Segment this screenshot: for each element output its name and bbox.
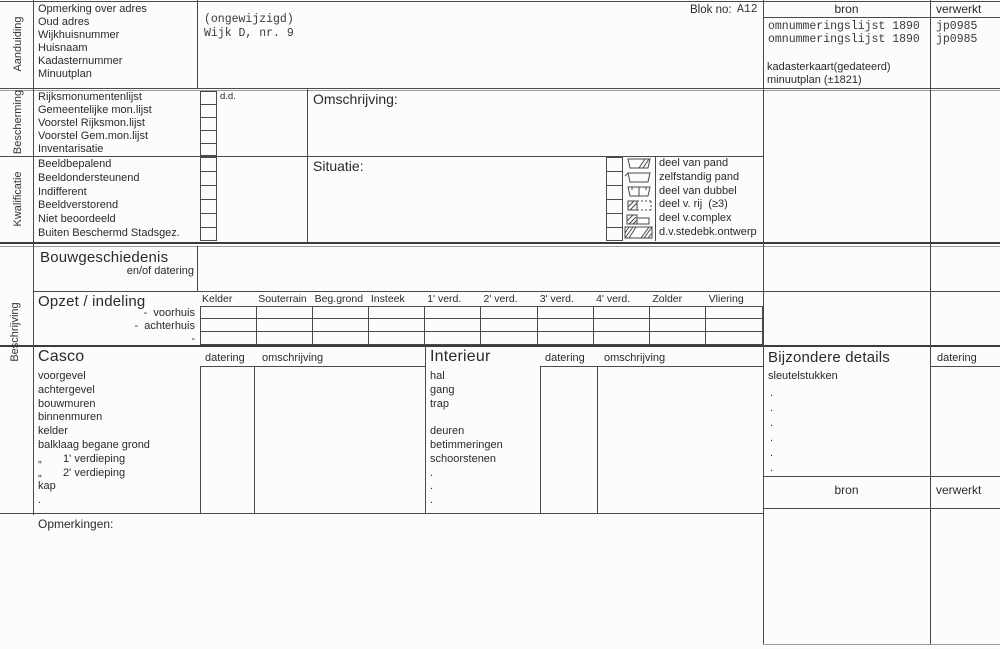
aanduiding-field-labels <box>38 3 147 81</box>
opzet-cell[interactable] <box>257 307 313 319</box>
bouwgeschiedenis-title: Bouwgeschiedenis <box>40 249 169 266</box>
casco-row-label: „ 2' verdieping <box>38 466 126 479</box>
opzet-column-header: Vliering <box>708 293 744 305</box>
omschrijving-heading: Omschrijving: <box>313 91 398 107</box>
bijzondere-details-title: Bijzondere details <box>768 349 891 366</box>
checkbox[interactable] <box>607 228 622 240</box>
opzet-cell[interactable] <box>650 319 706 331</box>
kwalificatie-item: Beeldondersteunend <box>38 171 140 184</box>
bron-row-value: kadasterkaart(gedateerd) <box>767 61 891 73</box>
section-label-beschrijving: Beschrijving <box>9 302 21 362</box>
casco-row-label: kelder <box>38 425 68 438</box>
opzet-cell[interactable] <box>538 319 594 331</box>
bijzondere-dot-rows <box>770 386 773 476</box>
checkbox[interactable] <box>607 158 622 172</box>
interieur-row-label: . <box>430 480 434 493</box>
opzet-cell[interactable] <box>594 319 650 331</box>
opzet-row-label: - voorhuis <box>143 307 195 319</box>
opzet-column-headers <box>200 293 763 305</box>
section-label-bescherming: Bescherming <box>12 89 24 155</box>
situatie-icons <box>624 157 654 240</box>
opzet-cell[interactable] <box>201 307 257 319</box>
checkbox[interactable] <box>201 186 216 200</box>
interieur-row-label: . <box>430 494 434 507</box>
casco-omschrijving-write-area[interactable] <box>255 367 424 512</box>
bescherming-items <box>38 91 152 156</box>
dot-row: . <box>770 462 774 474</box>
kwalificatie-item: Buiten Beschermd Stadsgez. <box>38 226 180 239</box>
verwerkt-footer-header: verwerkt <box>936 483 982 497</box>
opzet-cell[interactable] <box>425 332 481 344</box>
omschrijving-write-area[interactable] <box>308 107 762 155</box>
dot-row: . <box>770 417 774 429</box>
opzet-grid <box>200 306 763 345</box>
field-label: Oud adres <box>38 16 90 28</box>
kwalificatie-item: Beeldverstorend <box>38 199 119 212</box>
dd-label: d.d. <box>220 91 236 102</box>
casco-title: Casco <box>38 348 85 365</box>
casco-datering-write-area[interactable] <box>201 367 253 512</box>
situatie-labels <box>659 157 757 240</box>
pand-complex-icon <box>624 213 654 226</box>
opzet-cell[interactable] <box>650 307 706 319</box>
value-column-line <box>197 0 198 88</box>
bijzondere-datering-header: datering <box>937 352 977 364</box>
opzet-cell[interactable] <box>481 332 537 344</box>
bron-row-value: minuutplan (±1821) <box>767 74 862 86</box>
opzet-cell[interactable] <box>257 319 313 331</box>
opzet-cell[interactable] <box>369 319 425 331</box>
bron-footer-header: bron <box>834 483 859 497</box>
bescherming-item: Rijksmonumentenlijst <box>38 91 142 103</box>
casco-omschrijving-header: omschrijving <box>262 352 324 364</box>
dot-row: . <box>770 402 774 414</box>
interieur-omschrijving-write-area[interactable] <box>598 367 762 512</box>
opzet-cell[interactable] <box>313 307 369 319</box>
kwalificatie-item: Indifferent <box>38 185 87 198</box>
dot-row: . <box>770 447 774 459</box>
opzet-cell[interactable] <box>201 332 257 344</box>
casco-row-label: achtergevel <box>38 383 95 396</box>
interieur-title: Interieur <box>430 348 491 365</box>
situatie-item-label: deel v.complex <box>659 212 732 225</box>
checkbox[interactable] <box>607 214 622 228</box>
wijkhuisnummer-value: Wijk D, nr. 9 <box>204 27 294 40</box>
bron-row-value: omnummeringslijst 1890 <box>768 33 920 46</box>
kwalificatie-items <box>38 158 180 241</box>
form-bottom-right-border <box>763 644 1000 645</box>
checkbox[interactable] <box>201 131 216 144</box>
casco-row-label: bouwmuren <box>38 397 96 410</box>
oud-adres-value: (ongewijzigd) <box>204 13 294 26</box>
situatie-item-label: zelfstandig pand <box>659 170 740 183</box>
checkbox[interactable] <box>201 158 216 172</box>
opzet-cell[interactable] <box>481 319 537 331</box>
opzet-cell[interactable] <box>369 307 425 319</box>
pand-double-icon <box>624 185 654 198</box>
checkbox[interactable] <box>201 214 216 228</box>
interieur-row-label: deuren <box>430 425 465 438</box>
opzet-column-header: Souterrain <box>258 293 307 305</box>
opzet-column-header: 1' verd. <box>427 293 462 305</box>
situatie-heading: Situatie: <box>313 158 364 174</box>
field-label: Minuutplan <box>38 68 92 80</box>
checkbox[interactable] <box>607 200 622 214</box>
checkbox[interactable] <box>201 200 216 214</box>
situatie-label-column-line <box>655 157 656 241</box>
verwerkt-footer-write-area[interactable] <box>931 509 1000 643</box>
kwalificatie-item: Niet beoordeeld <box>38 213 116 226</box>
section-divider <box>0 242 1000 244</box>
casco-row-label: binnenmuren <box>38 411 103 424</box>
situatie-item-label: deel v. rij (≥3) <box>659 198 728 211</box>
situatie-item-label: d.v.stedebk.ontwerp <box>659 225 757 238</box>
interieur-row-label <box>430 411 503 425</box>
opzet-column-header: 3' verd. <box>539 293 574 305</box>
interieur-band-line <box>425 345 426 513</box>
opzet-title: Opzet / indeling <box>38 293 146 310</box>
bescherming-item: Gemeentelijke mon.lijst <box>38 104 152 116</box>
bescherming-item: Inventarisatie <box>38 143 104 155</box>
opzet-cell[interactable] <box>706 319 762 331</box>
opzet-cell[interactable] <box>313 319 369 331</box>
pand-part-icon <box>624 157 654 170</box>
checkbox[interactable] <box>201 228 216 240</box>
left-margin-line <box>33 0 34 515</box>
bron-footer-write-area[interactable] <box>764 509 930 643</box>
pand-row-icon <box>624 199 654 212</box>
field-label: Opmerking over adres <box>38 3 147 15</box>
checkbox[interactable] <box>607 186 622 200</box>
checkbox[interactable] <box>201 118 216 131</box>
situatie-write-area[interactable] <box>308 175 603 240</box>
opzet-row-labels <box>100 307 195 346</box>
dot-row: . <box>770 387 774 399</box>
verwerkt-row-value: jp0985 <box>936 33 978 46</box>
stedebouwkundig-ontwerp-icon <box>624 226 654 239</box>
opzet-cell[interactable] <box>538 332 594 344</box>
bron-footer-top <box>763 476 1000 477</box>
casco-row-label: kap <box>38 480 56 493</box>
situatie-item-label: deel van dubbel <box>659 184 737 197</box>
bescherming-item: Voorstel Rijksmon.lijst <box>38 117 145 129</box>
opzet-cell[interactable] <box>594 332 650 344</box>
blok-no-label: Blok no: <box>690 4 732 16</box>
field-label: Kadasternummer <box>38 55 123 67</box>
blok-no-value: A12 <box>737 3 758 16</box>
band-divider <box>33 291 1000 292</box>
opzet-row-label: - achterhuis <box>134 320 195 332</box>
opzet-column-header: Zolder <box>652 293 683 305</box>
checkbox[interactable] <box>201 105 216 118</box>
checkbox[interactable] <box>201 172 216 186</box>
checkbox[interactable] <box>607 172 622 186</box>
bron-column-header: bron <box>834 2 859 16</box>
opzet-cell[interactable] <box>425 307 481 319</box>
opzet-cell[interactable] <box>538 307 594 319</box>
bijzondere-first-row-label: sleutelstukken <box>768 370 838 382</box>
interieur-row-label: betimmeringen <box>430 438 503 451</box>
interieur-rows <box>430 370 503 508</box>
opzet-column-header: 4' verd. <box>596 293 631 305</box>
bescherming-checkbox-ladder <box>200 91 217 156</box>
interieur-datering-header: datering <box>545 352 585 364</box>
kwalificatie-checkbox-ladder <box>200 157 217 241</box>
opzet-cell[interactable] <box>481 307 537 319</box>
opzet-cell[interactable] <box>706 332 762 344</box>
casco-row-label: „ 1' verdieping <box>38 452 126 465</box>
casco-row-label: voorgevel <box>38 370 86 382</box>
checkbox[interactable] <box>201 92 216 105</box>
interieur-omschrijving-header: omschrijving <box>604 352 666 364</box>
opzet-cell[interactable] <box>201 319 257 331</box>
situatie-checkbox-ladder <box>606 157 623 241</box>
interieur-row-label: . <box>430 466 434 479</box>
opzet-cell[interactable] <box>425 319 481 331</box>
opzet-cell[interactable] <box>369 332 425 344</box>
checkbox[interactable] <box>201 144 216 156</box>
verwerkt-row-value: jp0985 <box>936 20 978 33</box>
bron-header-underline <box>763 17 1000 18</box>
interieur-row-label: gang <box>430 383 455 396</box>
casco-row-label: . <box>38 494 42 507</box>
interieur-row-label: trap <box>430 397 449 410</box>
bijzondere-datering-write-area[interactable] <box>931 367 1000 476</box>
opzet-cell[interactable] <box>650 332 706 344</box>
opzet-cell[interactable] <box>706 307 762 319</box>
opmerkingen-write-area[interactable] <box>34 532 763 642</box>
interieur-datering-write-area[interactable] <box>541 367 596 512</box>
dot-row: . <box>770 432 774 444</box>
bron-row-value: omnummeringslijst 1890 <box>768 20 920 33</box>
interieur-row-label: hal <box>430 370 445 382</box>
opzet-cell[interactable] <box>313 332 369 344</box>
opzet-column-header: Kelder <box>202 293 233 305</box>
kwalificatie-item: Beeldbepalend <box>38 158 112 170</box>
opzet-cell[interactable] <box>257 332 313 344</box>
opmerkingen-label: Opmerkingen: <box>38 517 114 531</box>
bescherming-item: Voorstel Gem.mon.lijst <box>38 130 149 142</box>
opzet-column-header: Insteek <box>370 293 405 305</box>
bouwgeschiedenis-write-area[interactable] <box>198 247 763 290</box>
opzet-column-header: Beg.grond <box>314 293 364 305</box>
opzet-row-label: - <box>191 333 195 345</box>
section-label-kwalificatie: Kwalificatie <box>12 171 24 227</box>
opzet-column-header: 2' verd. <box>483 293 518 305</box>
field-label: Huisnaam <box>38 42 88 54</box>
situatie-item-label: deel van pand <box>659 157 729 169</box>
field-label: Wijkhuisnummer <box>38 29 120 41</box>
section-label-aanduiding: Aanduiding <box>12 16 24 72</box>
bouwgeschiedenis-subtitle: en/of datering <box>126 265 194 277</box>
casco-row-label: balklaag begane grond <box>38 438 150 451</box>
opzet-cell[interactable] <box>594 307 650 319</box>
verwerkt-column-header: verwerkt <box>936 2 982 16</box>
casco-rows <box>38 370 150 508</box>
interieur-row-label: schoorstenen <box>430 452 497 465</box>
casco-band-bottom <box>0 513 763 514</box>
pand-single-icon <box>624 171 654 184</box>
casco-datering-header: datering <box>205 352 245 364</box>
band-divider <box>0 88 1000 89</box>
